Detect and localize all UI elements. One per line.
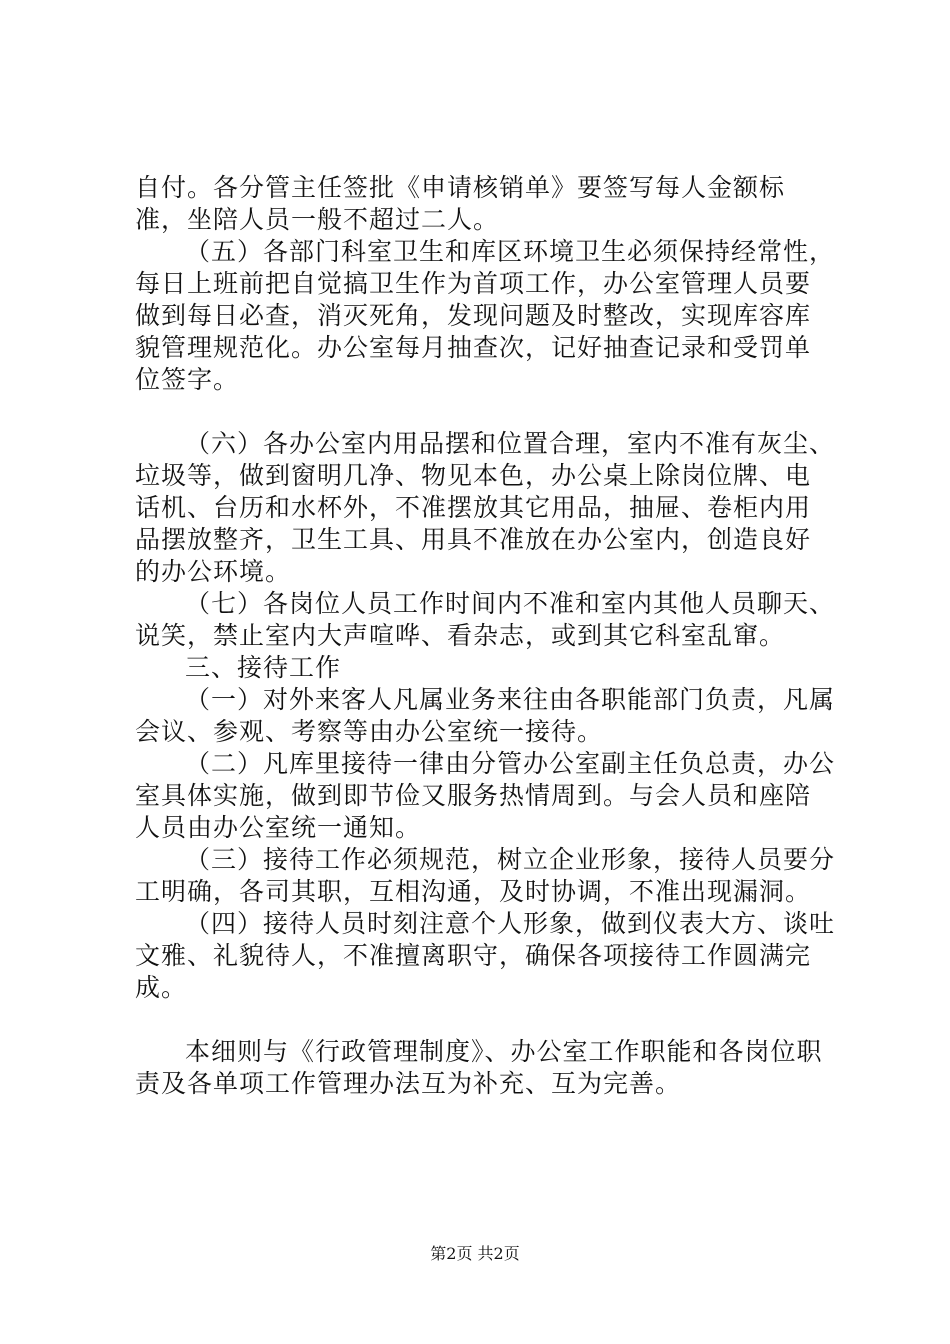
paragraph-closing: 本细则与《行政管理制度》、办公室工作职能和各岗位职责及各单项工作管理办法互为补充、互为完善。: [135, 1037, 823, 1098]
paragraph-reception-1: （一）对外来客人凡属业务来往由各职能部门负责，凡属会议、参观、考察等由办公室统一接待。: [135, 685, 836, 746]
paragraph-reception-2: （二）凡库里接待一律由分管办公室副主任负总责，办公室具体实施，做到即节俭又服务热情周到。与会人员和座陪人员由办公室统一通知。: [135, 749, 836, 842]
section-heading-reception: 三、接待工作: [185, 653, 342, 682]
page-number-footer: 第2页 共2页: [430, 1244, 520, 1263]
paragraph-continuation: 自付。各分管主任签批《申请核销单》要签写每人金额标准，坐陪人员一般不超过二人。: [135, 173, 786, 234]
paragraph-reception-4: （四）接待人员时刻注意个人形象，做到仪表大方、谈吐文雅、礼貌待人，不准擅离职守，确保各项接待工作圆满完成。: [135, 909, 836, 1002]
paragraph-item-5: （五）各部门科室卫生和库区环境卫生必须保持经常性，每日上班前把自觉搞卫生作为首项工作，办公室管理人员要做到每日必查，消灭死角，发现问题及时整改，实现库容库貌管理规范化。办公室每月抽查次，记好抽查记录和受罚单位签字。: [135, 237, 836, 394]
paragraph-reception-3: （三）接待工作必须规范，树立企业形象，接待人员要分工明确，各司其职，互相沟通，及时协调，不准出现漏洞。: [135, 845, 836, 906]
paragraph-item-7: （七）各岗位人员工作时间内不准和室内其他人员聊天、说笑，禁止室内大声喧哗、看杂志，或到其它科室乱窜。: [135, 589, 836, 650]
paragraph-item-6: （六）各办公室内用品摆和位置合理，室内不准有灰尘、垃圾等，做到窗明几净、物见本色，办公桌上除岗位牌、电话机、台历和水杯外，不准摆放其它用品，抽屉、卷柜内用品摆放整齐，卫生工具、用具不准放在办公室内，创造良好的办公环境。: [135, 429, 836, 586]
document-body: [135, 172, 835, 1100]
